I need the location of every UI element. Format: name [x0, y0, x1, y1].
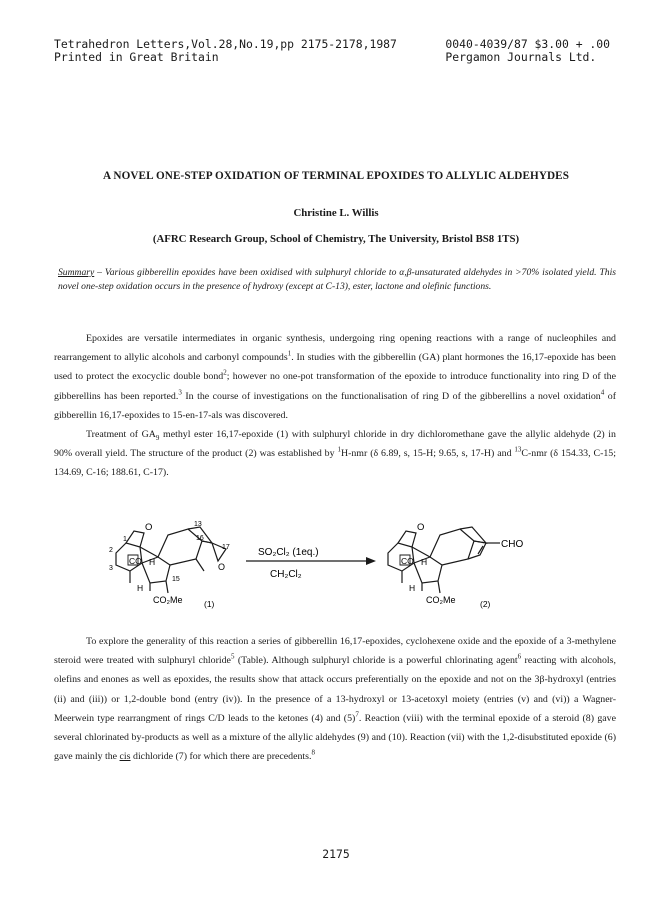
compound-label-2: (2) — [480, 599, 491, 609]
arrow-head — [366, 557, 376, 565]
text-run: Epoxides are versatile intermediates in organic synthesis, undergoing ring opening reactions with a range of nucleophiles and rearrangement to allylic alcohols and carbonyl compounds — [54, 333, 616, 364]
issn-price: 0040-4039/87 $3.00 + .00 — [445, 37, 610, 51]
text-run: H-nmr (δ 6.89, s, 15-H; 9.65, s, 17-H) and — [340, 448, 515, 460]
publisher-info — [445, 38, 610, 64]
text-run: methyl ester 16,17-epoxide (1) with sulphuryl chloride in dry dichloromethane gave the allylic aldehyde (2) in 90% overall yield. The structure of the product (2) was established by — [54, 429, 616, 460]
reference-mark: 2 — [223, 369, 227, 378]
publisher-name: Pergamon Journals Ltd. — [445, 50, 597, 64]
compound-label-1: (1) — [204, 599, 215, 609]
text-run: To explore the generality of this reaction a series of gibberellin 16,17-epoxides, cyclohexene oxide and the epoxide of a 3-methylene steroid were treated with sulphuryl chloride — [54, 636, 616, 667]
reagent: SO₂Cl₂ (1eq.) — [258, 547, 319, 558]
reaction-scheme — [108, 519, 588, 619]
article-title: A NOVEL ONE-STEP OXIDATION OF TERMINAL EPOXIDES TO ALLYLIC ALDEHYDES — [102, 170, 570, 182]
solvent: CH₂Cl₂ — [270, 569, 302, 580]
text-run: C-nmr (δ 154.33, C-15; 134.69, C-16; 188.61, C-17). — [54, 448, 616, 479]
isotope-mark: 1 — [337, 445, 341, 454]
reference-mark: 4 — [600, 388, 605, 397]
h-atom: H — [421, 557, 428, 567]
text-run: dichloride (7) for which there are precedents. — [130, 751, 312, 763]
page-number: 2175 — [322, 847, 350, 861]
carbon-number: 3 — [109, 565, 113, 572]
author-name: Christine L. Willis — [293, 207, 379, 219]
author-affiliation: (AFRC Research Group, School of Chemistry, The University, Bristol BS8 1TS) — [152, 233, 520, 245]
aldehyde-group: CHO — [501, 539, 524, 550]
body-text-lower — [54, 632, 616, 766]
paragraph-1 — [54, 329, 616, 425]
paragraph-3 — [54, 632, 616, 766]
ester-group: CO₂Me — [426, 595, 456, 605]
reference-mark: 5 — [230, 652, 235, 661]
summary-label: Summary — [58, 267, 95, 278]
carbon-number: 16 — [196, 535, 204, 542]
emphasis-cis: cis — [119, 751, 131, 763]
text-run: In the course of investigations on the functionalisation of ring D of the gibberellins a novel oxidation — [181, 390, 601, 402]
carbon-number: 15 — [172, 576, 180, 583]
isotope-mark: 13 — [514, 445, 522, 454]
journal-citation — [54, 38, 397, 64]
printed-in: Printed in Great Britain — [54, 50, 219, 64]
summary-abstract — [58, 266, 616, 293]
text-run: reacting with alcohols, olefins and enones as well as epoxides, the results show that attack occurs preferentially on the epoxide and not on the 3β-hydroxyl (entries (ii) and (iii)) or 1,2-double bond (entry (iv)). In the presence of a 13-hydroxyl or 13-acetoxyl moiety (entries (v) and (vi)) a Wagner-Meerwein type rearrangment of rings C/D leads to the ketones (4) and (5) — [54, 655, 616, 724]
body-text-upper — [54, 329, 616, 483]
ester-group: CO₂Me — [153, 595, 183, 605]
text-run: ; however no one-pot transformation of the epoxide to introduce functionality into ring D of the gibberellins has been reported. — [54, 371, 616, 402]
epoxide-oxygen: O — [218, 562, 226, 572]
epoxide-oxygen: O — [145, 522, 153, 533]
reference-mark: 3 — [178, 388, 182, 397]
subscript: 9 — [155, 433, 160, 442]
reference-mark: 6 — [517, 652, 522, 661]
lactone-oxygen: O — [417, 522, 425, 533]
h-atom: H — [409, 583, 416, 593]
citation-line: Tetrahedron Letters,Vol.28,No.19,pp 2175-2178,1987 — [54, 37, 397, 51]
carbon-number: 13 — [194, 521, 202, 528]
carbon-number: 1 — [123, 536, 127, 543]
reference-mark: 1 — [287, 349, 292, 358]
h-atom: H — [137, 583, 144, 593]
carbon-number: 2 — [109, 547, 113, 554]
paragraph-2 — [54, 425, 616, 483]
text-run: . In studies with the gibberellin (GA) plant hormones the 16,17-epoxide has been used to protect the exocyclic double bond — [54, 352, 616, 383]
text-run: of gibberellin 16,17-epoxides to 15-en-17-als was discovered. — [54, 390, 616, 421]
text-run: (Table). Although sulphuryl chloride is a powerful chlorinating agent — [234, 655, 518, 667]
reference-mark: 8 — [311, 748, 315, 757]
reference-mark: 7 — [355, 710, 359, 719]
h-atom: H — [149, 557, 156, 567]
text-run: Treatment of GA — [86, 429, 156, 441]
lactone-label: CO — [129, 556, 142, 566]
summary-text: – Various gibberellin epoxides have been oxidised with sulphuryl chloride to α,β-unsaturated aldehydes in >70% isolated yield. This novel one-step oxidation occurs in the presence of hydroxy (except at C-13), ester, lactone and olefinic functions. — [58, 267, 616, 292]
text-run: . Reaction (viii) with the terminal epoxide of a steroid (8) gave several chlorinated by-products as well as a mixture of the allylic aldehydes (9) and (10). Reaction (vii) with the 1,2-disubstituted epoxide (6) gave mainly the — [54, 712, 616, 763]
carbon-number: 17 — [222, 544, 230, 551]
lactone-label: CO — [401, 556, 414, 566]
